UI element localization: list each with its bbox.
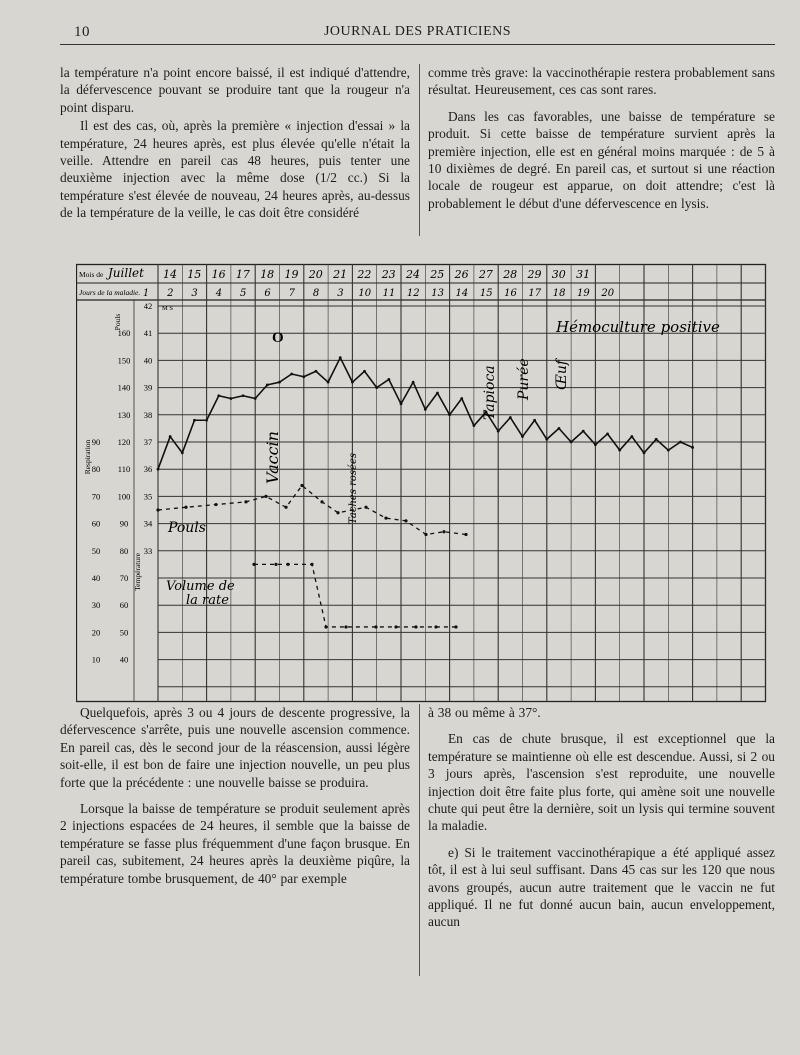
date-label: 22 [357,268,372,281]
temperature-tick: 42 [143,301,153,311]
temperature-point [363,370,366,373]
disease-day-label: 10 [358,288,372,299]
disease-day-label: 8 [312,288,320,299]
respiration-tick: 60 [91,518,101,529]
date-label: 29 [527,268,542,281]
pulse-point [284,506,287,509]
spleen-point [286,563,289,566]
days-row-label: Jours de la maladie. [79,288,141,297]
temperature-point [545,438,548,441]
temperature-point [242,394,245,397]
disease-day-label: 4 [215,288,223,299]
temperature-point [436,392,439,395]
temperature-tick: 34 [143,518,153,529]
respiration-tick: 40 [91,573,101,583]
temperature-tick: 39 [143,382,153,393]
pouls-tick: 90 [119,518,129,529]
temperature-point [230,397,233,400]
disease-day-label: 15 [479,288,493,299]
temperature-point [387,378,390,381]
temperature-point [558,427,561,430]
paragraph: à 38 ou même à 37°. [428,705,541,720]
spleen-point [252,563,255,566]
column-top-right [428,64,775,212]
ms-label: M S [162,305,174,312]
pulse-point [364,506,367,509]
respiration-tick: 10 [91,654,101,665]
temperature-point [327,381,330,384]
rate-label-line1: Volume de [166,579,235,594]
temperature-point [339,356,342,359]
page-number: 10 [74,24,90,40]
temperature-point [448,413,451,416]
paragraph: Quelquefois, après 3 ou 4 jours de descente progressive, la défervescence s'arrête, puis une nouvelle ascension commence. En pareil cas, dès le second jour de la réascension, aussi légère soit-elle, il est bon de faire une injection nouvelle, un peu plus forte que la précédente : une nouvelle baisse se produira. [60,705,410,790]
disease-day-label: 16 [504,288,517,299]
pouls-tick: 140 [117,382,131,393]
temperature-point [630,435,633,438]
column-bottom-left [60,704,410,887]
temperature-point [205,419,208,422]
pulse-point [244,500,247,503]
oeuf-note: Œuf [554,359,570,390]
pouls-tick: 80 [119,545,129,556]
pouls-tick: 40 [119,654,129,665]
disease-day-label: 19 [577,288,590,299]
temperature-tick: 35 [143,491,153,502]
puree-note: Purée [516,358,532,400]
temperature-point [302,375,305,378]
temperature-point [375,386,378,389]
chart-svg [76,262,770,704]
column-divider [419,64,420,236]
pulse-point [214,503,217,506]
date-label: 14 [163,268,177,281]
paragraph: En cas de chute brusque, il est exceptionnel que la température se maintienne où elle est descendue. Aussi, si 2 ou 3 jours après, l'ascension s'est reproduite, une nouvelle injection doit être faite plus forte, qui amène soit une nouvelle chute qui peut être la dernière, soit un lysis qui termine souvent la maladie. [428,731,775,834]
column-bottom-right [428,704,775,931]
date-label: 23 [381,268,396,281]
temperature-point [521,435,524,438]
spleen-curve [254,564,456,627]
temperature-point [643,451,646,454]
date-label: 31 [576,268,591,281]
temperature-tick: 38 [143,409,153,420]
temperature-point [266,383,269,386]
temperature-point [570,441,573,444]
date-label: 25 [430,268,445,281]
respiration-tick: 70 [91,491,101,502]
pulse-point [300,484,303,487]
temperature-point [217,394,220,397]
spleen-point [344,625,347,628]
disease-day-label: 11 [382,288,396,299]
disease-day-label: 20 [601,288,615,299]
pouls-tick: 100 [117,491,131,502]
tapioca-note: Tapioca [482,365,498,420]
temperature-point [582,430,585,433]
pouls-tick: 130 [117,409,131,420]
temperature-point [533,419,536,422]
page-header [60,20,775,45]
disease-day-label: 3 [337,288,344,299]
taches-note: Taches rosées [348,452,359,524]
pulse-point [264,495,267,498]
temperature-point [254,397,257,400]
temperature-point [412,381,415,384]
spleen-point [310,563,313,566]
temperature-point [679,441,682,444]
pouls-tick: 60 [119,600,129,611]
date-label: 18 [260,268,275,281]
temperature-point [290,373,293,376]
date-label: 16 [211,268,226,281]
date-label: 27 [478,268,493,281]
pulse-point [464,533,467,536]
pulse-point [156,508,159,511]
temperature-tick: 37 [143,437,153,447]
temperature-point [460,397,463,400]
temperature-point [655,438,658,441]
date-label: 15 [187,268,202,281]
pouls-tick: 150 [117,355,131,366]
date-label: 24 [406,268,420,281]
temperature-point [181,451,184,454]
temperature-point [667,449,670,452]
temperature-point [606,432,609,435]
temperature-point [473,424,476,427]
paragraph: la température n'a point encore baissé, il est indiqué d'attendre, la défervescence pouvant se produire tant que la rougeur n'a point disparu. [60,65,410,115]
temperature-point [691,446,694,449]
pouls-tick: 110 [117,464,131,475]
pouls-tick: 50 [119,627,129,638]
temperature-point [509,416,512,419]
disease-day-label: 12 [406,288,420,299]
pulse-point [320,500,323,503]
disease-day-label: 13 [431,288,444,299]
paragraph: Lorsque la baisse de température se produit seulement après 2 injections espacées de 24 heures, il semble que la baisse de température se fasse plus fréquemment d'une façon brusque. En pareil cas, subitement, 24 heures après la deuxième piqûre, la température tombe brusquement, de 40° par exemple [60,801,410,886]
chart-annotations [166,318,720,608]
temperature-point [169,435,172,438]
temperature-point [594,443,597,446]
pulse-point [442,530,445,533]
pulse-point [424,533,427,536]
pouls-tick: 70 [119,573,129,583]
rate-label-line2: la rate [186,593,229,608]
spleen-point [374,625,377,628]
disease-day-label: 5 [240,288,247,299]
pouls-tick: 120 [117,437,131,447]
paragraph: Il est des cas, où, après la première « injection d'essai » la température, 24 heures après, est plus élevée qu'elle n'était la veille. Attendre en pareil cas 48 heures, puis tenter une deuxième injection avec la même dose (1/2 cc.) Si la température s'est élevée de nouveau, 24 heures après, au-dessus de la température de la veille, le cas doit être considéré [60,118,410,221]
pulse-point [404,519,407,522]
spleen-point [454,625,457,628]
spleen-point [394,625,397,628]
respiration-tick: 30 [91,600,101,611]
disease-day-label: 6 [264,288,271,299]
temperature-chart [76,262,770,704]
paragraph: comme très grave: la vaccinothérapie restera probablement sans résultat. Heureusement, ces cas sont rares. [428,65,775,98]
column-divider [419,704,420,976]
date-label: 30 [551,268,566,281]
month-row-label: Mois de [79,270,104,279]
temperature-point [497,430,500,433]
disease-day-label: 17 [528,288,542,299]
hemoculture-note: Hémoculture positive [556,318,720,336]
disease-day-label: 2 [167,288,174,299]
temperature-point [618,449,621,452]
spleen-point [274,563,277,566]
spleen-point [434,625,437,628]
temperature-point [278,381,281,384]
circle-marker: O [272,330,284,346]
paragraph: e) Si le traitement vaccinothérapique a été appliqué assez tôt, il est à lui seul suffisant. Dans 45 cas sur les 120 que nous avons groupés, aucun autre traitement que le vaccin ne fut appliqué. Il ne fut donné aucun bain, aucun enveloppement, aucun [428,844,775,930]
temperature-point [193,419,196,422]
date-label: 26 [454,268,469,281]
date-label: 20 [308,268,323,281]
disease-day-label: 3 [191,288,198,299]
temperature-tick: 36 [143,464,153,475]
pulse-point [384,517,387,520]
pouls-tick: 160 [117,328,131,339]
date-label: 28 [503,268,518,281]
temperature-point [351,381,354,384]
temperature-axis-label: Température [133,553,142,591]
spleen-point [414,625,417,628]
respiration-tick: 90 [91,437,101,447]
pulse-point [336,511,339,514]
respiration-tick: 50 [91,545,101,556]
paragraph: Dans les cas favorables, une baisse de température se produit. Si cette baisse de température survient après la première injection, elle est en général moins marquée : de 5 à 10 dixièmes de degré. En pareil cas, et surtout si une réaction locale de rougeur est apparue, on doit attendre; c'est là probablement le début d'une défervescence en lysis. [428,108,775,211]
temperature-tick: 40 [143,355,153,366]
temperature-tick: 41 [143,328,153,339]
month-label: Juillet [108,266,144,280]
temperature-point [424,408,427,411]
temperature-point [157,468,160,471]
pouls-axis-label: Pouls [113,313,122,331]
pulse-point [184,506,187,509]
date-label: 17 [235,268,250,281]
disease-day-label: 7 [288,288,295,299]
vaccin-note: Vaccin [263,431,282,484]
spleen-point [324,625,327,628]
respiration-axis-label: Respiration [83,439,92,475]
disease-day-label: 18 [552,288,566,299]
date-label: 21 [333,268,348,281]
disease-day-label: 14 [455,288,469,299]
respiration-tick: 20 [91,627,101,638]
column-top-left [60,64,410,222]
temperature-point [315,370,318,373]
temperature-point [400,403,403,406]
temperature-tick: 33 [143,545,153,556]
disease-day-label: 1 [142,288,150,299]
respiration-tick: 80 [91,464,101,475]
date-label: 19 [284,268,299,281]
journal-title: JOURNAL DES PRATICIENS [323,24,512,39]
pouls-curve-label: Pouls [168,520,206,536]
